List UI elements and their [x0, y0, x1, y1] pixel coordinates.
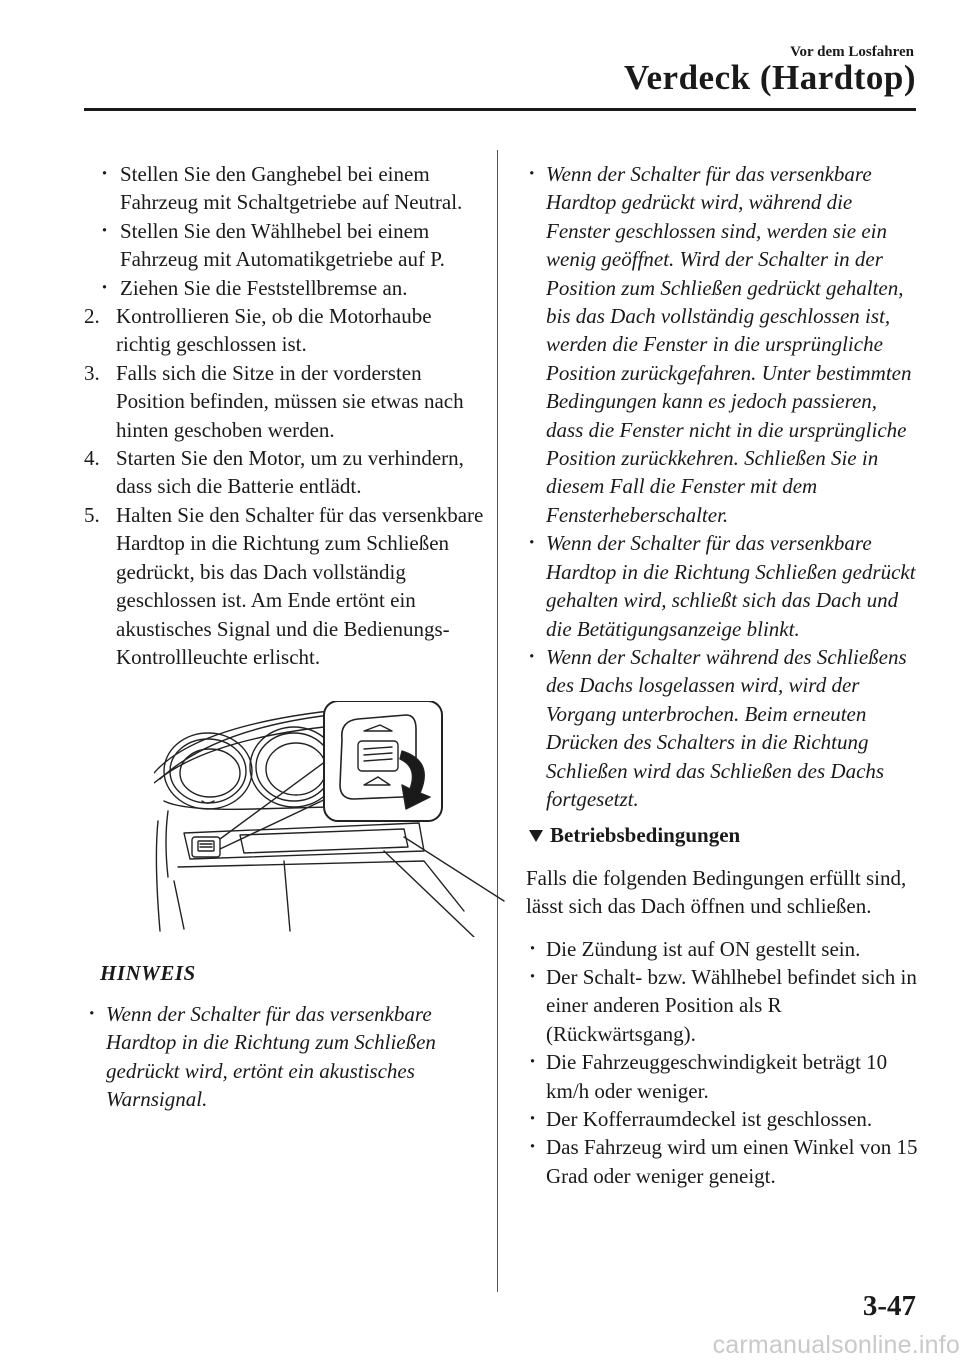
page-number: 3-47	[862, 1290, 916, 1322]
intro-paragraph: Falls die folgenden Bedingungen erfüllt sind, lässt sich das Dach öffnen und schließen.	[526, 865, 907, 919]
step-item	[84, 501, 484, 671]
hardtop-switch-illustration	[154, 701, 534, 937]
step-number: 5.	[84, 502, 100, 527]
step-item	[84, 359, 484, 444]
list-item: · Stellen Sie den Ganghebel bei einem Fahrzeug mit Schaltgetriebe auf Neutral.	[84, 160, 484, 217]
list-item: · Ziehen Sie die Feststellbremse an.	[84, 274, 484, 302]
step-item	[84, 302, 484, 359]
note-item: · Wenn der Schalter für das versenkbare Hardtop in die Richtung Schließen gedrückt gehalten wird, schließt sich das Dach und die Betätigungsanzeige blinkt.	[526, 529, 918, 643]
triangle-marker-icon	[529, 830, 543, 842]
step-text: Starten Sie den Motor, um zu verhindern, dass sich die Batterie entlädt.	[116, 446, 464, 499]
step-number: 4.	[84, 446, 100, 471]
step-text: Kontrollieren Sie, ob die Motorhaube richtig geschlossen ist.	[116, 304, 432, 357]
list-item: · Die Zündung ist auf ON gestellt sein.	[526, 935, 918, 963]
step-number: 2.	[84, 304, 100, 329]
list-item: · Stellen Sie den Wählhebel bei einem Fahrzeug mit Automatikgetriebe auf P.	[84, 217, 484, 274]
list-item: · Das Fahrzeug wird um einen Winkel von 15 Grad oder weniger geneigt.	[526, 1133, 918, 1190]
note-item: · Wenn der Schalter für das versenkbare Hardtop in die Richtung zum Schließen gedrückt wird, ertönt ein akustisches Warnsignal.	[86, 1000, 484, 1114]
step-number: 3.	[84, 360, 100, 385]
left-column	[84, 160, 484, 1113]
step-item	[84, 444, 484, 501]
header-section: Vor dem Losfahren	[790, 44, 914, 60]
page-title: Verdeck (Hardtop)	[623, 58, 916, 97]
list-item: · Der Kofferraumdeckel ist geschlossen.	[526, 1105, 918, 1133]
section-heading	[526, 821, 918, 849]
header-rule	[84, 108, 916, 111]
right-column	[526, 160, 918, 1190]
note-item: · Wenn der Schalter während des Schließens des Dachs losgelassen wird, wird der Vorgang unterbrochen. Beim erneuten Drücken des Schalters in die Richtung Schließen wird das Schließen des Dachs fortgesetzt.	[526, 643, 918, 813]
step-text: Halten Sie den Schalter für das versenkbare Hardtop in die Richtung zum Schließen gedrückt, bis das Dach vollständig geschlossen ist. Am Ende ertönt ein akustisches Signal und die Bedienungs-Kontrollleuchte erlischt.	[116, 502, 484, 669]
step-text: Falls sich die Sitze in der vordersten Position befinden, müssen sie etwas nach hinten geschoben werden.	[116, 360, 464, 442]
section-title: Betriebsbedingungen	[550, 823, 741, 848]
watermark[interactable]: carmanualsonline.info	[712, 1331, 960, 1359]
list-item: · Der Schalt- bzw. Wählhebel befindet sich in einer anderen Position als R (Rückwärtsgang).	[526, 963, 918, 1048]
note-item: · Wenn der Schalter für das versenkbare Hardtop gedrückt wird, während die Fenster geschlossen sind, werden sie ein wenig geöffnet. Wird der Schalter in der Position zum Schließen gedrückt gehalten, bis das Dach vollständig geschlossen ist, werden die Fenster in die ursprüngliche Position zurückgefahren. Unter bestimmten Bedingungen kann es jedoch passieren, dass die Fenster nicht in die ursprüngliche Position zurückkehren. Schließen Sie in diesem Fall die Fenster mit dem Fensterheberschalter.	[526, 160, 918, 529]
list-item: · Die Fahrzeuggeschwindigkeit beträgt 10 km/h oder weniger.	[526, 1048, 918, 1105]
note-title: HINWEIS	[100, 961, 196, 986]
